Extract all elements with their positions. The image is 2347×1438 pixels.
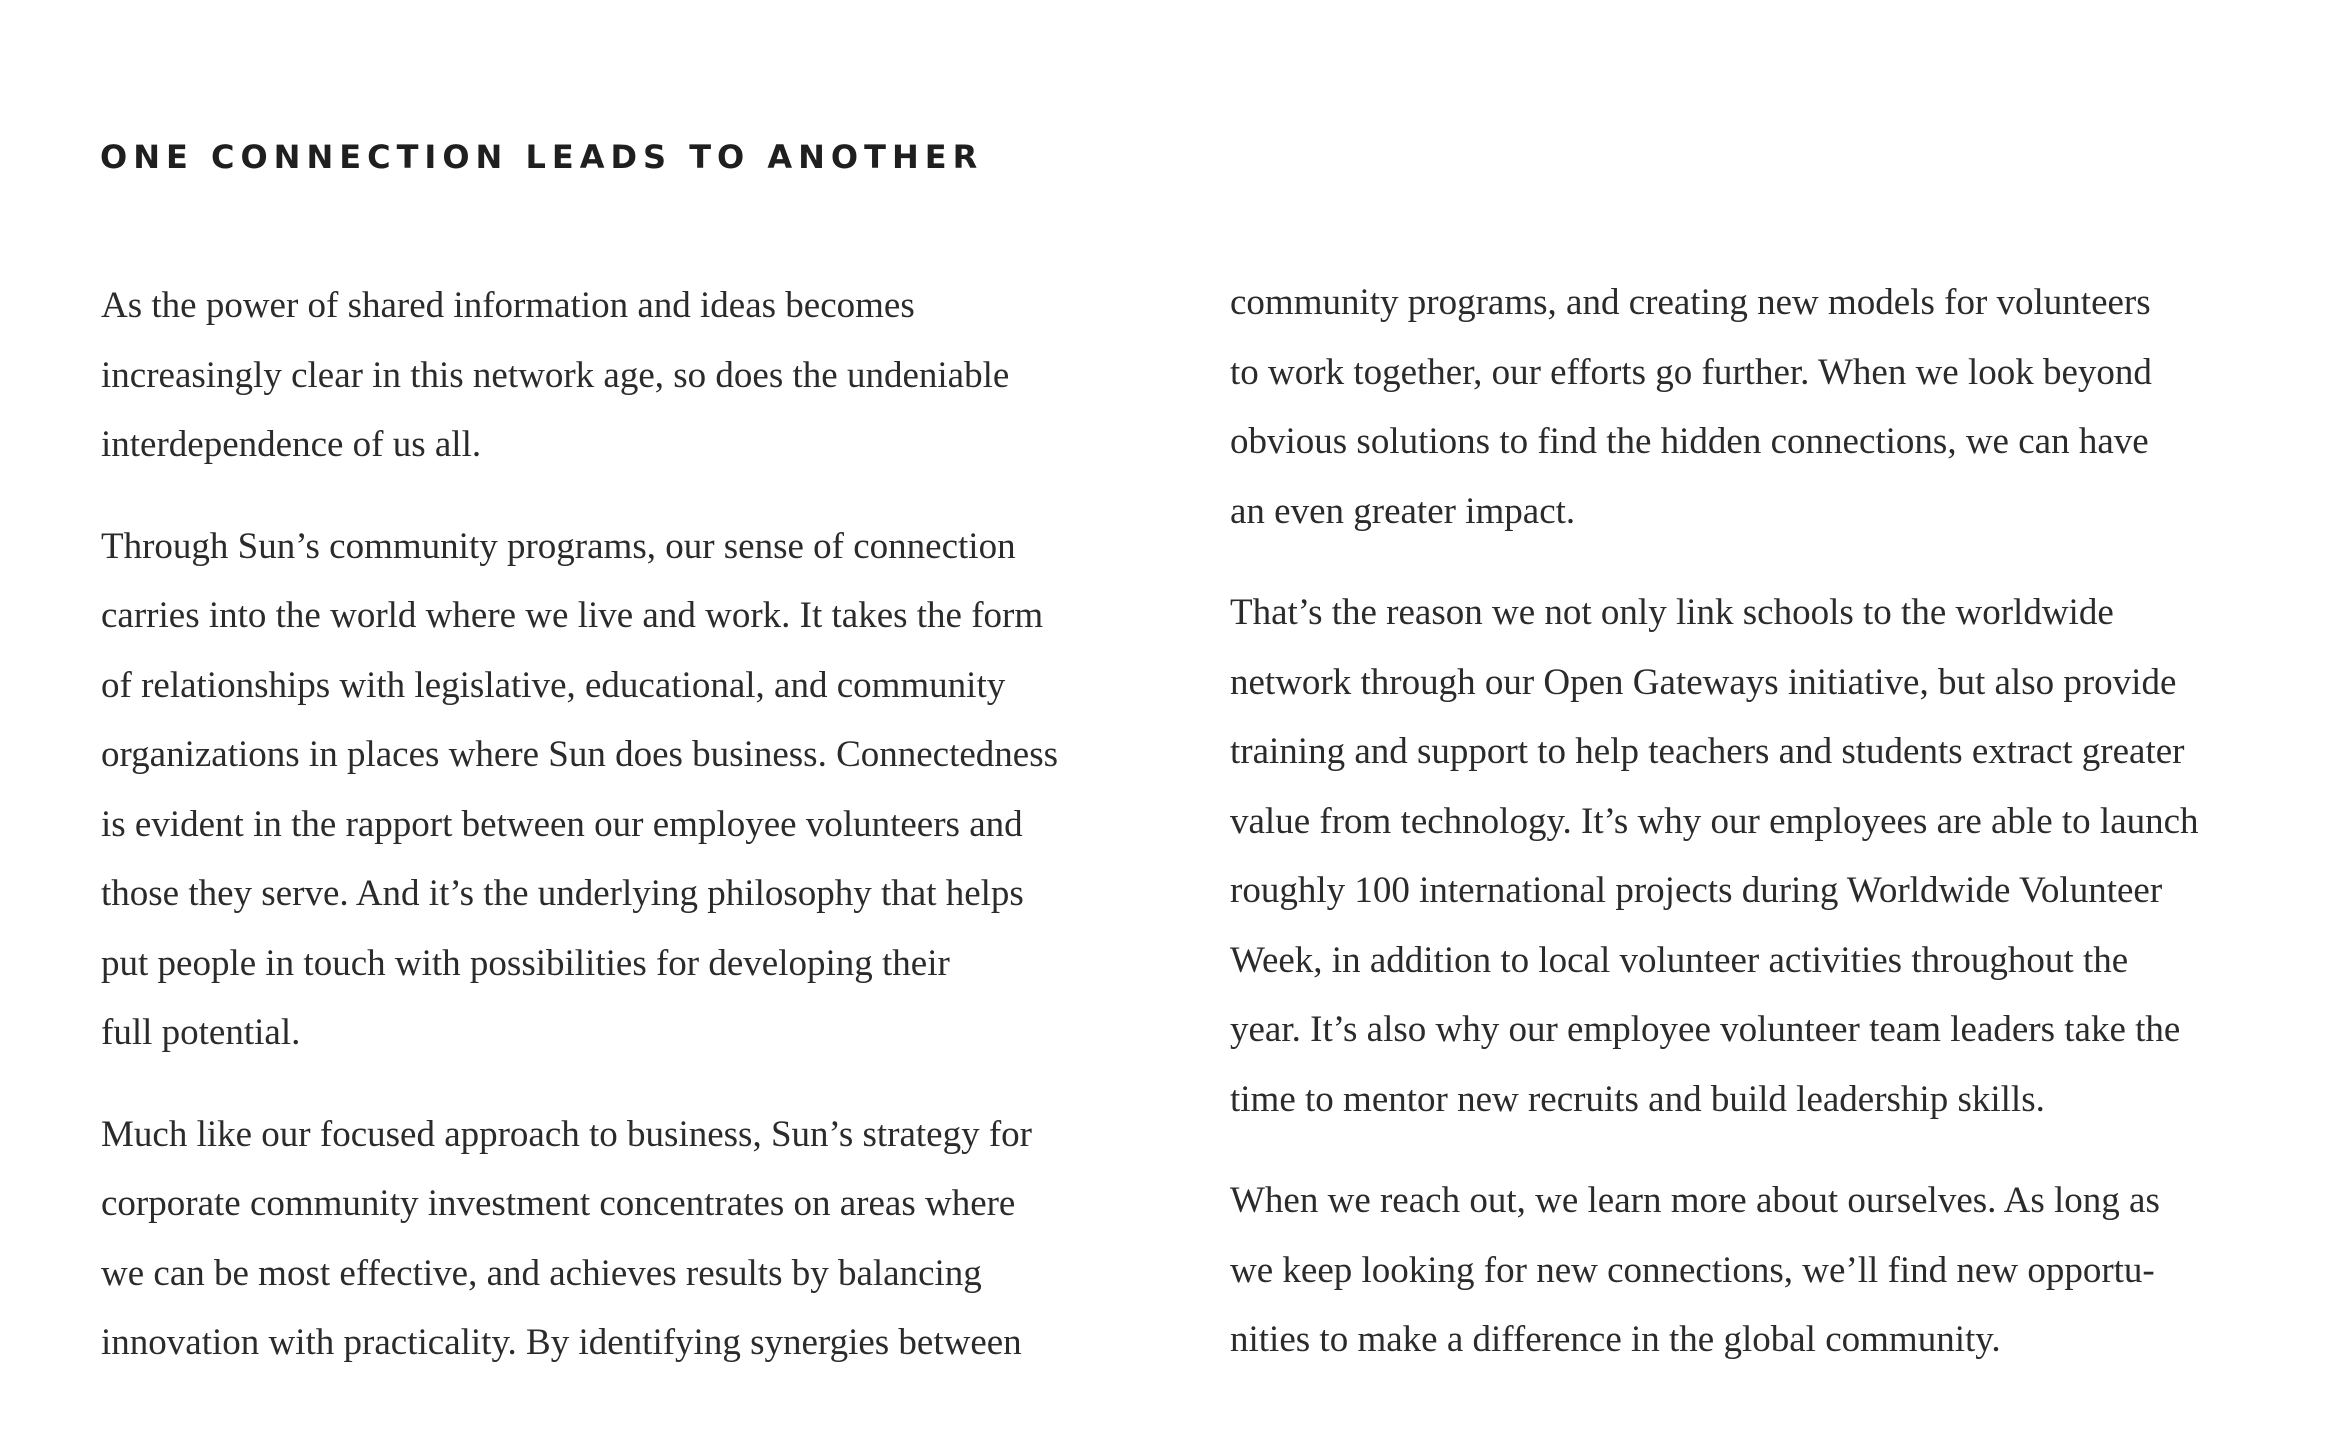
text-line: training and support to help teachers and students extract greater	[1230, 731, 2185, 772]
text-line: increasingly clear in this network age, so does the undeniable	[101, 354, 1010, 396]
text-line: community programs, and creating new models for volunteers	[1230, 282, 2151, 323]
text-line: innovation with practicality. By identifying synergies between	[101, 1322, 1022, 1363]
text-line: corporate community investment concentrates on areas where	[101, 1183, 1016, 1224]
text-line: network through our Open Gateways initiative, but also provide	[1230, 661, 2177, 703]
text-line: value from technology. It’s why our employees are able to launch	[1230, 800, 2199, 842]
text-line: As the power of shared information and ideas becomes	[101, 285, 915, 326]
paragraph-gap	[101, 480, 1151, 512]
page-heading: ONE CONNECTION LEADS TO ANOTHER	[100, 138, 984, 176]
text-line: to work together, our efforts go further. When we look beyond	[1230, 351, 2152, 393]
text-line: organizations in places where Sun does business. Connectedness	[101, 734, 1059, 775]
text-line: interdependence of us all.	[101, 424, 482, 465]
text-line: nities to make a difference in the global community.	[1230, 1319, 2001, 1360]
text-line: put people in touch with possibilities for developing their	[101, 942, 950, 984]
text-line: Much like our focused approach to business, Sun’s strategy for	[101, 1113, 1032, 1155]
right-paragraph-1	[1230, 268, 2300, 546]
text-line: Week, in addition to local volunteer activities throughout the	[1230, 939, 2129, 981]
left-paragraph-2	[101, 512, 1151, 1068]
left-paragraph-1	[101, 271, 1151, 480]
right-column	[1230, 268, 2300, 1375]
text-line: year. It’s also why our employee volunteer team leaders take the	[1230, 1009, 2181, 1050]
text-line: those they serve. And it’s the underlying philosophy that helps	[101, 873, 1024, 914]
left-paragraph-3	[101, 1100, 1151, 1378]
text-line: we can be most effective, and achieves results by balancing	[101, 1252, 982, 1294]
text-line: When we reach out, we learn more about ourselves. As long as	[1230, 1180, 2160, 1221]
text-line: an even greater impact.	[1230, 490, 1576, 532]
paragraph-gap	[1230, 546, 2300, 578]
text-line: roughly 100 international projects during Worldwide Volunteer	[1230, 870, 2163, 911]
text-line: time to mentor new recruits and build leadership skills.	[1230, 1078, 2045, 1120]
text-line: carries into the world where we live and work. It takes the form	[101, 595, 1044, 636]
text-line: That’s the reason we not only link schools to the worldwide	[1230, 592, 2114, 633]
text-line: Through Sun’s community programs, our sense of connection	[101, 525, 1016, 567]
text-line: is evident in the rapport between our employee volunteers and	[101, 803, 1023, 845]
text-line: full potential.	[101, 1012, 301, 1053]
left-column	[101, 271, 1151, 1378]
paragraph-gap	[1230, 1134, 2300, 1166]
right-paragraph-3	[1230, 1166, 2300, 1375]
text-line: we keep looking for new connections, we’ll find new opportu-	[1230, 1249, 2155, 1291]
text-line: of relationships with legislative, educational, and community	[101, 664, 1006, 706]
text-line: obvious solutions to find the hidden connections, we can have	[1230, 421, 2149, 462]
paragraph-gap	[101, 1068, 1151, 1100]
right-paragraph-2	[1230, 578, 2300, 1134]
